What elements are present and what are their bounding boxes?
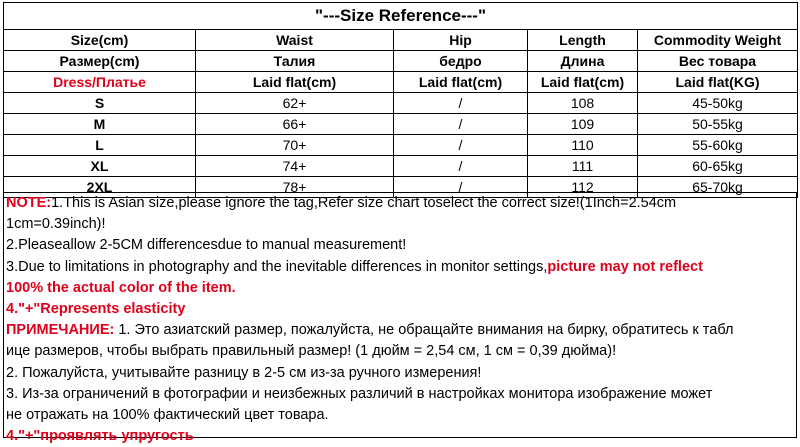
table-title: "---Size Reference---" [4,3,798,30]
category-label: Dress/Платье [4,72,196,93]
length-cell: 110 [528,135,638,156]
unit-weight: Laid flat(KG) [638,72,798,93]
header-waist: Waist [196,30,394,51]
header-row-en [4,30,798,51]
note-1-text: 1.This is Asian size,please ignore the tag,Refer size chart toselect the correct size!(1Inch=2.54cm [51,195,677,211]
note-3-cont [4,278,796,299]
length-cell: 112 [528,177,638,198]
table-title-row [4,3,798,30]
weight-cell: 50-55kg [638,114,798,135]
header-hip-ru: бедро [394,51,528,72]
header-hip: Hip [394,30,528,51]
note-label: NOTE: [6,195,52,211]
size-cell: 2XL [4,177,196,198]
ru-note-1-cont: ице размеров, чтобы выбрать правильный размер! (1 дюйм = 2,54 см, 1 см = 0,39 дюйма)! [6,343,617,360]
table-row [4,114,798,135]
header-row-ru [4,51,798,72]
header-size: Size(cm) [4,30,196,51]
table-row [4,135,798,156]
header-size-ru: Размер(cm) [4,51,196,72]
table-row [4,156,798,177]
size-cell: S [4,93,196,114]
size-cell: M [4,114,196,135]
ru-note-1 [4,320,796,341]
size-table [3,2,798,198]
length-cell: 111 [528,156,638,177]
waist-cell: 74+ [196,156,394,177]
header-waist-ru: Талия [196,51,394,72]
hip-cell: / [394,135,528,156]
waist-cell: 70+ [196,135,394,156]
note-1 [4,193,796,214]
size-cell: XL [4,156,196,177]
hip-cell: / [394,93,528,114]
header-length: Length [528,30,638,51]
length-cell: 109 [528,114,638,135]
header-length-ru: Длина [528,51,638,72]
note-3 [4,257,796,278]
ru-note-3: 3. Из-за ограничений в фотографии и неизбежных различий в настройках монитора изображение может [6,385,713,402]
waist-cell: 66+ [196,114,394,135]
unit-length: Laid flat(cm) [528,72,638,93]
header-weight: Commodity Weight [638,30,798,51]
note-4 [4,299,796,320]
weight-cell: 65-70kg [638,177,798,198]
note-2: 2.Pleaseallow 2-5CM differencesdue to manual measurement! [6,237,407,254]
length-cell: 108 [528,93,638,114]
note-1-cont: 1cm=0.39inch)! [6,216,106,233]
hip-cell: / [394,114,528,135]
ru-note-4 [4,426,796,447]
ru-note-2: 2. Пожалуйста, учитывайте разницу в 2-5 см из-за ручного измерения! [6,364,482,381]
header-weight-ru: Вес товара [638,51,798,72]
waist-cell: 62+ [196,93,394,114]
weight-cell: 55-60kg [638,135,798,156]
ru-note-3-cont: не отражать на 100% фактический цвет товара. [6,407,329,424]
note-4-text: 4."+"Represents elasticity [6,301,186,318]
waist-cell: 78+ [196,177,394,198]
note-3-text: 3.Due to limitations in photography and the inevitable differences in monitor settings, [6,258,548,275]
size-reference-sheet [3,2,797,445]
header-row-unit [4,72,798,93]
table-row [4,93,798,114]
unit-waist: Laid flat(cm) [196,72,394,93]
weight-cell: 60-65kg [638,156,798,177]
hip-cell: / [394,156,528,177]
ru-note-4-text: 4."+"проявлять упругость [6,428,194,445]
weight-cell: 45-50kg [638,93,798,114]
ru-note-1-text: 1. Это азиатский размер, пожалуйста, не обращайте внимания на бирку, обратитесь к табл [114,322,734,339]
notes-box [3,192,797,445]
size-cell: L [4,135,196,156]
note-3-warning: picture may not reflect [547,258,703,275]
note-3-warning-cont: 100% the actual color of the item. [6,279,236,296]
ru-note-label: ПРИМЕЧАНИЕ: [6,322,115,339]
unit-hip: Laid flat(cm) [394,72,528,93]
hip-cell: / [394,177,528,198]
